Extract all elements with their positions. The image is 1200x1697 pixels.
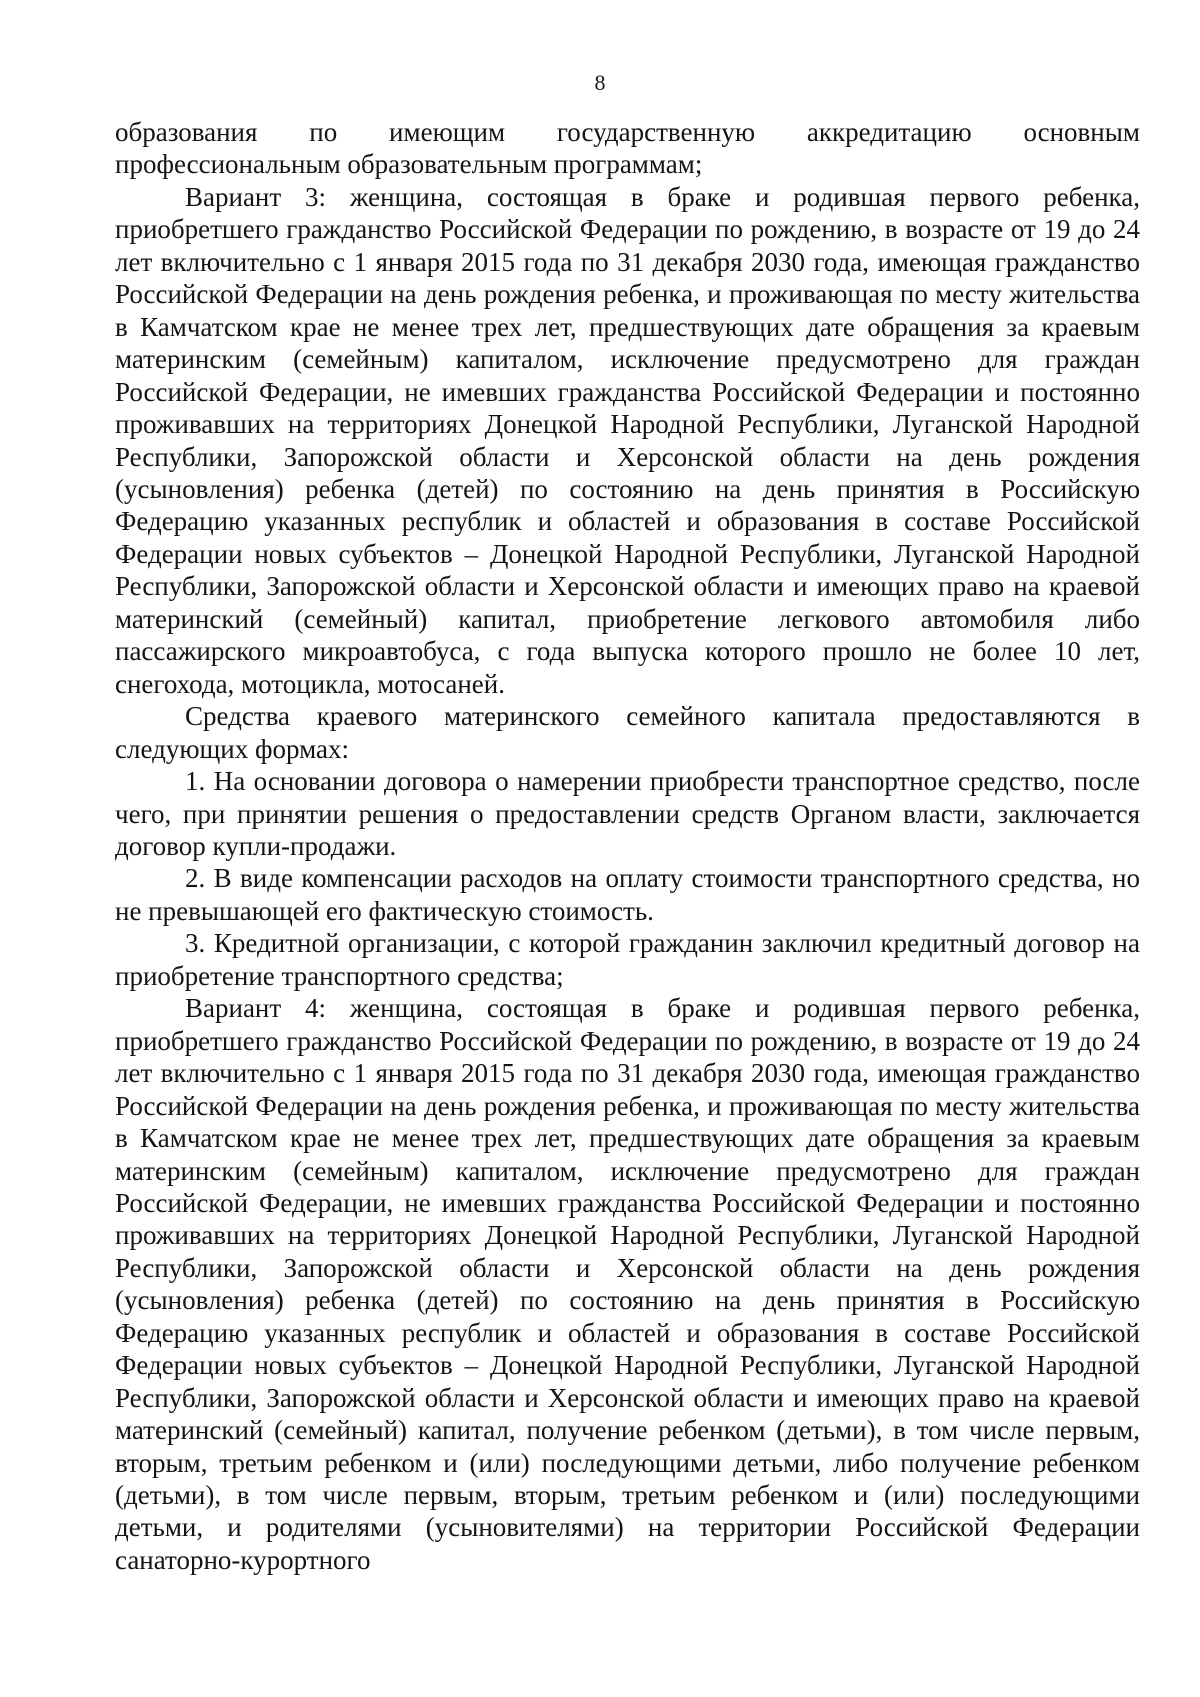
paragraph-variant-4: Вариант 4: женщина, состоящая в браке и родившая первого ребенка, приобретшего гражданство Российской Федерации по рождению, в возрасте от 19 до 24 лет включительно с 1 января 2015 года по 31 декабря 2030 года, имеющая гражданство Российской Федерации на день рождения ребенка, и проживающая по месту жительства в Камчатском крае не менее трех лет, предшествующих дате обращения за краевым материнским (семейным) капиталом, исключение предусмотрено для граждан Российской Федерации, не имевших гражданства Российской Федерации и постоянно проживавших на территориях Донецкой Народной Республики, Луганской Народной Республики, Запорожской области и Херсонской области на день рождения (усыновления) ребенка (детей) по состоянию на день принятия в Российскую Федерацию указанных республик и областей и образования в составе Российской Федерации новых субъектов – Донецкой Народной Республики, Луганской Народной Республики, Запорожской области и Херсонской области и имеющих право на краевой материнский (семейный) капитал, получение ребенком (детьми), в том числе первым, вторым, третьим ребенком и (или) последующими детьми, либо получение ребенком (детьми), в том числе первым, вторым, третьим ребенком и (или) последующими детьми, и родителями (усыновителями) на территории Российской Федерации санаторно-курортного <box>115 993 1140 1575</box>
list-item-3: 3. Кредитной организации, с которой гражданин заключил кредитный договор на приобретение транспортного средства; <box>115 928 1140 991</box>
paragraph-forms-intro: Средства краевого материнского семейного капитала предоставляются в следующих формах: <box>115 701 1140 764</box>
list-item-2: 2. В виде компенсации расходов на оплату стоимости транспортного средства, но не превышающей его фактическую стоимость. <box>115 863 1140 926</box>
list-item-1: 1. На основании договора о намерении приобрести транспортное средство, после чего, при принятии решения о предоставлении средств Органом власти, заключается договор купли-продажи. <box>115 766 1140 861</box>
document-body <box>115 116 1140 1576</box>
page-number: 8 <box>594 70 606 95</box>
paragraph-continuation: образования по имеющим государственную аккредитацию основным профессиональным образовательным программам; <box>115 117 1140 180</box>
paragraph-variant-3: Вариант 3: женщина, состоящая в браке и родившая первого ребенка, приобретшего гражданство Российской Федерации по рождению, в возрасте от 19 до 24 лет включительно с 1 января 2015 года по 31 декабря 2030 года, имеющая гражданство Российской Федерации на день рождения ребенка, и проживающая по месту жительства в Камчатском крае не менее трех лет, предшествующих дате обращения за краевым материнским (семейным) капиталом, исключение предусмотрено для граждан Российской Федерации, не имевших гражданства Российской Федерации и постоянно проживавших на территориях Донецкой Народной Республики, Луганской Народной Республики, Запорожской области и Херсонской области на день рождения (усыновления) ребенка (детей) по состоянию на день принятия в Российскую Федерацию указанных республик и областей и образования в составе Российской Федерации новых субъектов – Донецкой Народной Республики, Луганской Народной Республики, Запорожской области и Херсонской области и имеющих право на краевой материнский (семейный) капитал, приобретение легкового автомобиля либо пассажирского микроавтобуса, с года выпуска которого прошло не более 10 лет, снегохода, мотоцикла, мотосаней. <box>115 181 1140 699</box>
